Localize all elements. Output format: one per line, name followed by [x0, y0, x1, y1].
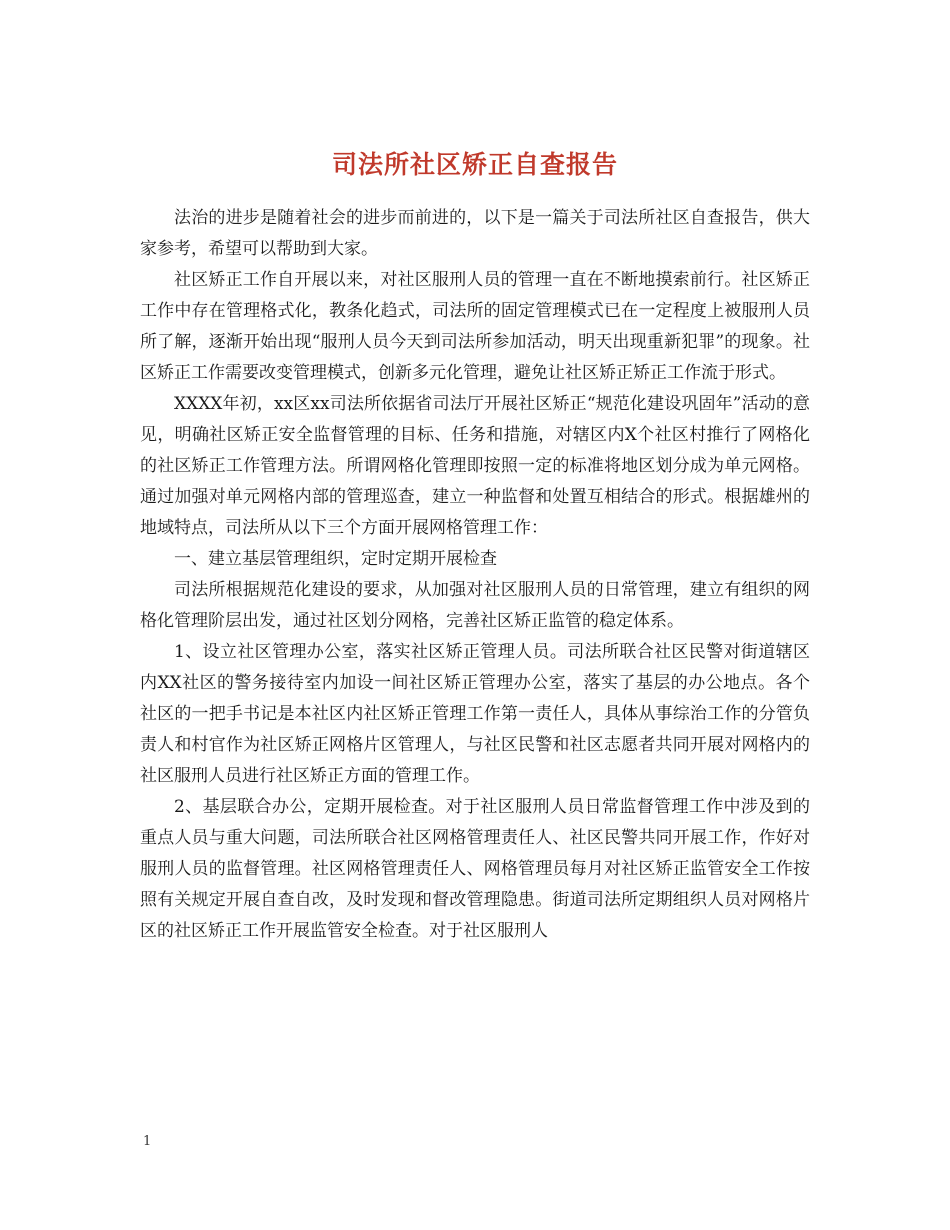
- paragraph-section-1-intro: 司法所根据规范化建设的要求，从加强对社区服刑人员的日常管理，建立有组织的网格化管理阶层出发，通过社区划分网格，完善社区矫正监管的稳定体系。: [140, 580, 810, 631]
- paragraph-item-1: 1、设立社区管理办公室，落实社区矫正管理人员。司法所联合社区民警对街道辖区内XX社区的警务接待室内加设一间社区矫正管理办公室，落实了基层的办公地点。各个社区的一把手书记是本社区内社区矫正管理工作第一责任人，具体从事综治工作的分管负责人和村官作为社区矫正网格片区管理人，与社区民警和社区志愿者共同开展对网格内的社区服刑人员进行社区矫正方面的管理工作。: [140, 642, 810, 786]
- paragraph-item-2: 2、基层联合办公，定期开展检查。对于社区服刑人员日常监督管理工作中涉及到的重点人员与重大问题，司法所联合社区网格管理责任人、社区民警共同开展工作，作好对服刑人员的监督管理。社区网格管理责任人、网格管理员每月对社区矫正监管安全工作按照有关规定开展自查自改，及时发现和督改管理隐患。街道司法所定期组织人员对网格片区的社区矫正工作开展监管安全检查。对于社区服刑人: [140, 797, 810, 941]
- section-heading-1: 一、建立基层管理组织，定时定期开展检查: [174, 549, 497, 569]
- paragraph-intro: 法治的进步是随着社会的进步而前进的，以下是一篇关于司法所社区自查报告，供大家参考，希望可以帮助到大家。: [140, 208, 810, 259]
- page-number: 1: [143, 1134, 152, 1149]
- paragraph-background: 社区矫正工作自开展以来，对社区服刑人员的管理一直在不断地摸索前行。社区矫正工作中存在管理格式化，教条化趋式，司法所的固定管理模式已在一定程度上被服刑人员所了解，逐渐开始出现“服刑人员今天到司法所参加活动，明天出现重新犯罪”的现象。社区矫正工作需要改变管理模式，创新多元化管理，避免让社区矫正矫正工作流于形式。: [140, 270, 810, 383]
- document-title: 司法所社区矫正自查报告: [331, 149, 618, 179]
- document-body: [140, 203, 810, 947]
- paragraph-grid-management: XXXX年初，xx区xx司法所依据省司法厅开展社区矫正“规范化建设巩固年”活动的意见，明确社区矫正安全监督管理的目标、任务和措施，对辖区内X个社区村推行了网格化的社区矫正工作管理方法。所谓网格化管理即按照一定的标准将地区划分成为单元网格。通过加强对单元网格内部的管理巡查，建立一种监督和处置互相结合的形式。根据雄州的地域特点，司法所从以下三个方面开展网格管理工作：: [140, 394, 810, 538]
